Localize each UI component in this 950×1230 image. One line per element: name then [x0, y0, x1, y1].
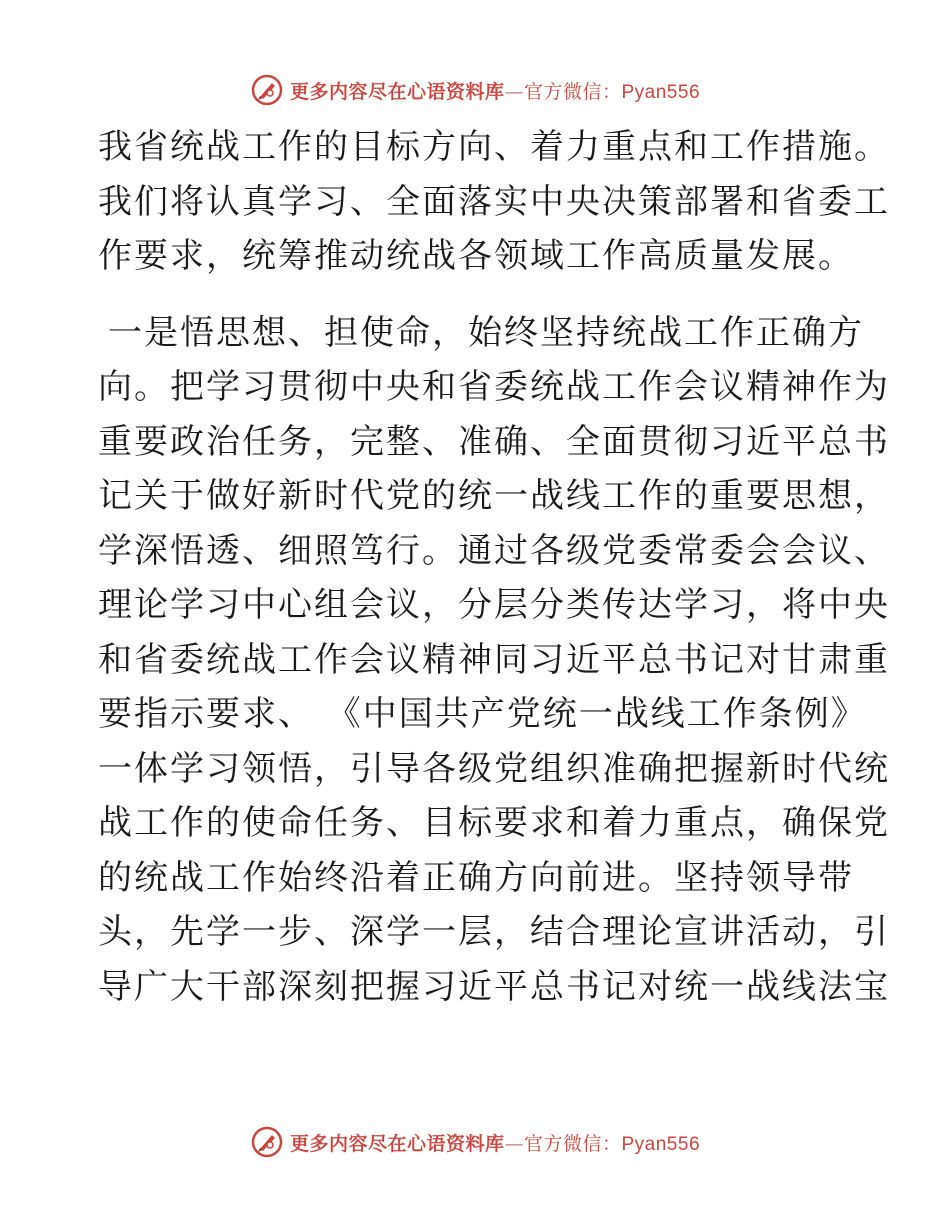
watermark-wechat-label: 官方微信：: [523, 80, 622, 103]
text-line: 的统战工作始终沿着正确方向前进。坚持领导带: [98, 857, 854, 898]
text-line: 向。把学习贯彻中央和省委统战工作会议精神作为: [98, 367, 890, 407]
watermark-footer: [0, 1124, 950, 1160]
document-body: [98, 120, 890, 1014]
watermark-wechat-id: Pyan556: [621, 1133, 701, 1155]
watermark-wechat-id: Pyan556: [621, 81, 701, 103]
quill-pen-circle-icon: [250, 73, 284, 107]
watermark-main-text: 更多内容尽在心语资料库: [289, 80, 505, 103]
watermark-header: [0, 72, 950, 108]
text-line: 我省统战工作的目标方向、着力重点和工作措施。: [98, 127, 890, 167]
watermark-dash: —: [504, 1132, 524, 1155]
watermark-wechat-label: 官方微信：: [523, 1132, 622, 1155]
watermark-text: [290, 77, 700, 104]
watermark-dash: —: [504, 80, 524, 103]
paragraph-1: [98, 120, 890, 284]
watermark-main-text: 更多内容尽在心语资料库: [289, 1132, 505, 1155]
text-line: 理论学习中心组会议，分层分类传达学习，将中央: [98, 585, 890, 625]
paragraph-2: [98, 306, 890, 1015]
text-line: 记关于做好新时代党的统一战线工作的重要思想，: [98, 476, 890, 516]
text-line: 要指示要求、 《中国共产党统一战线工作条例》: [98, 694, 867, 734]
text-line: 战工作的使命任务、目标要求和着力重点，确保党: [98, 803, 890, 843]
text-line: 一是悟思想、担使命，始终坚持统战工作正确方: [108, 312, 864, 353]
text-line: 重要政治任务，完整、准确、全面贯彻习近平总书: [98, 421, 890, 462]
text-line: 学深悟透、细照笃行。通过各级党委常委会会议、: [98, 530, 890, 571]
watermark-text: [290, 1129, 700, 1156]
text-line: 我们将认真学习、全面落实中央决策部署和省委工: [98, 181, 890, 222]
paragraph-gap: [98, 284, 858, 306]
text-line: 头，先学一步、深学一层，结合理论宣讲活动，引: [98, 912, 890, 952]
text-line: 作要求，统筹推动统战各领域工作高质量发展。: [98, 236, 854, 276]
quill-pen-circle-icon: [250, 1125, 284, 1159]
text-line: 和省委统战工作会议精神同习近平总书记对甘肃重: [98, 639, 890, 680]
text-line: 一体学习领悟，引导各级党组织准确把握新时代统: [98, 748, 890, 789]
text-line: 导广大干部深刻把握习近平总书记对统一战线法宝: [98, 966, 890, 1007]
